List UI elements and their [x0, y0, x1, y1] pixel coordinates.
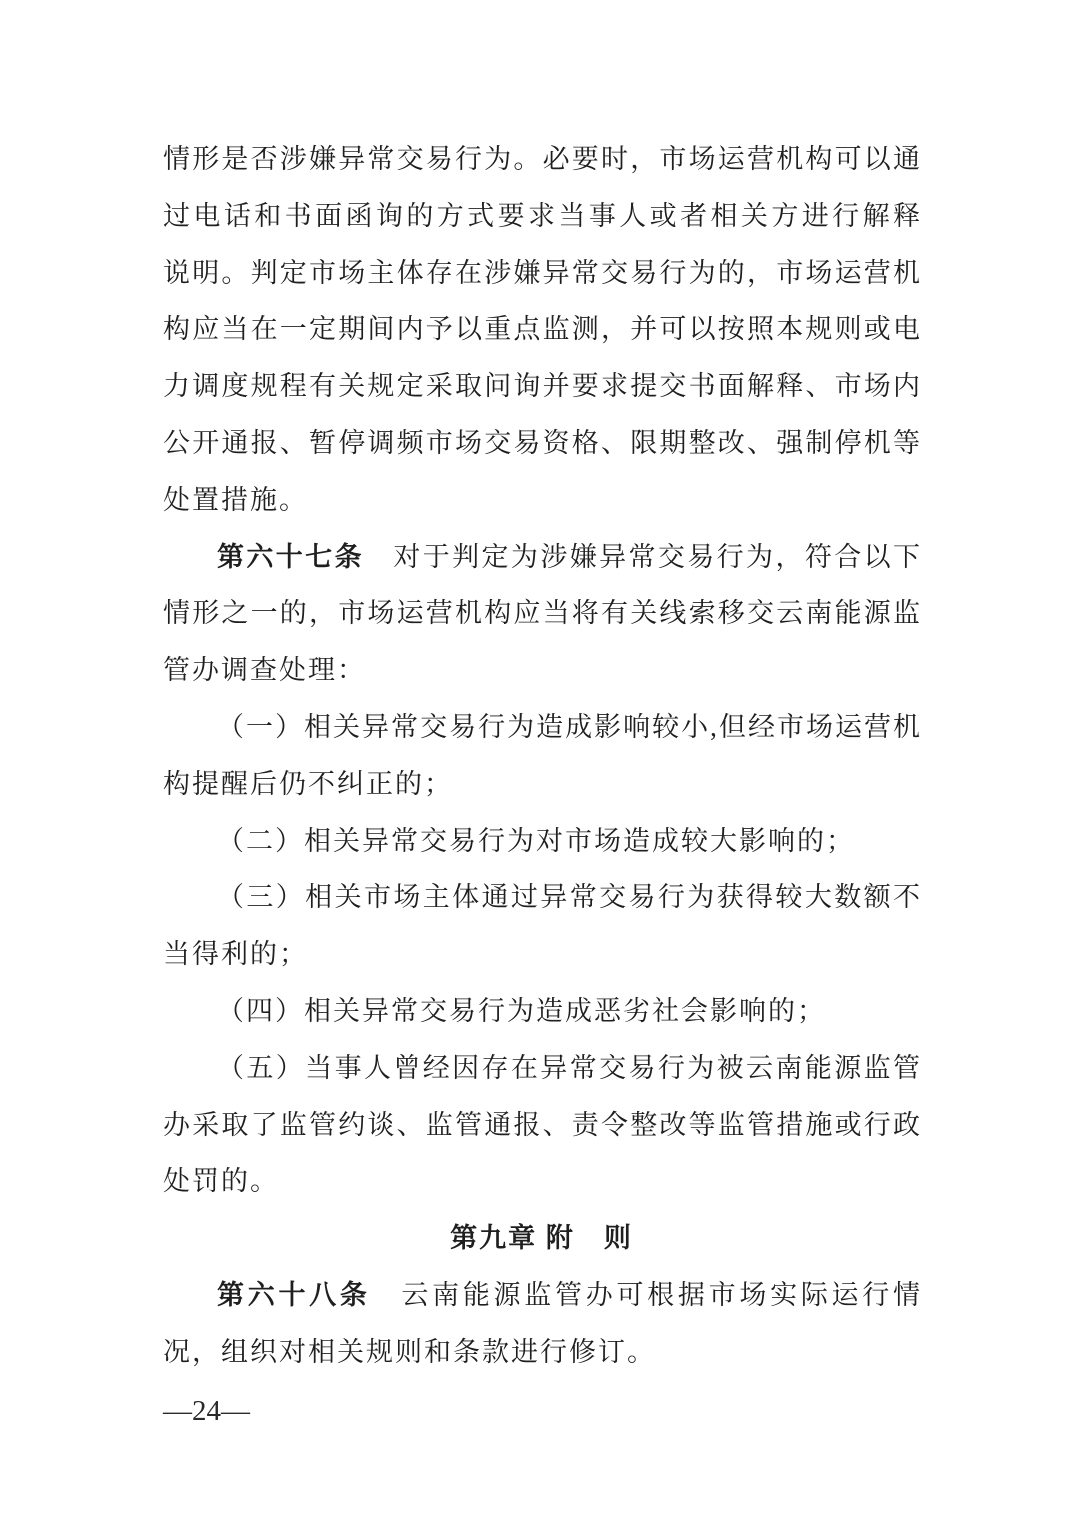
text-line: 说明。判定市场主体存在涉嫌异常交易行为的，市场运营机	[163, 257, 920, 288]
text-line: 构应当在一定期间内予以重点监测，并可以按照本规则或电	[163, 314, 920, 345]
text-line: 情形之一的，市场运营机构应当将有关线索移交云南能源监	[163, 598, 920, 629]
text-line: （四）相关异常交易行为造成恶劣社会影响的；	[217, 995, 826, 1026]
text-line: 处置措施。	[163, 484, 308, 515]
article-text: 云南能源监管办可根据市场实际运行情	[370, 1279, 921, 1310]
text-line: 处罚的。	[163, 1166, 279, 1197]
text-line: （二）相关异常交易行为对市场造成较大影响的；	[217, 825, 855, 856]
text-line: 构提醒后仍不纠正的；	[163, 768, 453, 799]
article-text: 对于判定为涉嫌异常交易行为，符合以下	[363, 541, 921, 572]
text-line: 情形是否涉嫌异常交易行为。必要时，市场运营机构可以通	[163, 144, 920, 174]
text-line: 过电话和书面函询的方式要求当事人或者相关方进行解释	[163, 200, 920, 231]
document-body	[163, 131, 920, 1381]
text-line: （一）相关异常交易行为造成影响较小,但经市场运营机	[217, 711, 920, 742]
article-number: 第六十七条	[217, 541, 364, 572]
article-number: 第六十八条	[217, 1279, 371, 1310]
text-line: 管办调查处理：	[163, 655, 366, 686]
page-number-footer: —24—	[163, 1395, 250, 1427]
text-line: （五）当事人曾经因存在异常交易行为被云南能源监管	[217, 1052, 920, 1083]
text-line: 办采取了监管约谈、监管通报、责令整改等监管措施或行政	[163, 1109, 920, 1140]
text-line	[163, 529, 920, 586]
text-line: 况，组织对相关规则和条款进行修订。	[163, 1336, 656, 1367]
text-line: 公开通报、暂停调频市场交易资格、限期整改、强制停机等	[163, 427, 920, 458]
text-line: （三）相关市场主体通过异常交易行为获得较大数额不	[217, 882, 920, 913]
chapter-heading: 第九章 附 则	[450, 1223, 633, 1254]
text-line: 力调度规程有关规定采取问询并要求提交书面解释、市场内	[163, 371, 920, 402]
text-line	[163, 1267, 920, 1324]
text-line: 当得利的；	[163, 939, 308, 970]
